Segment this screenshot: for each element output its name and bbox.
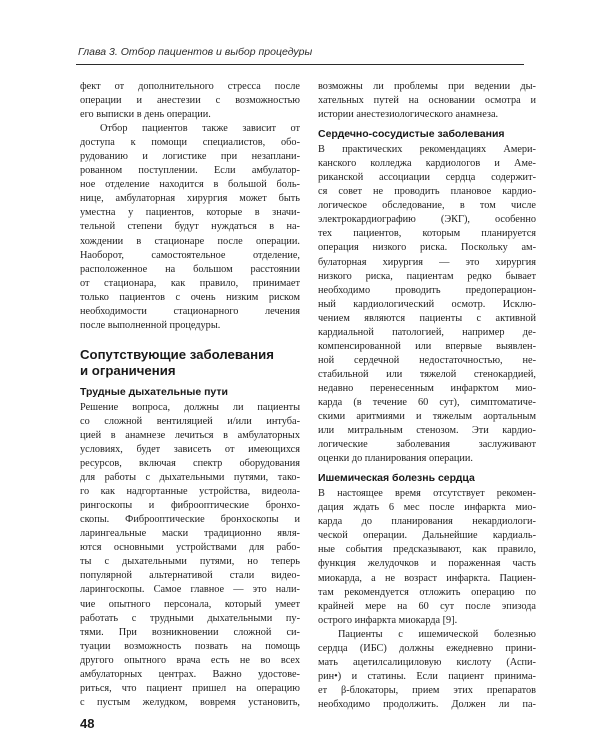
text-line: В практических рекомендациях Амери- [318,144,536,156]
text-line: чие опытного персонала, который умеет [80,598,300,610]
text-line: электрокардиографию (ЭКГ), особенно [318,214,536,226]
text-line: дация ждать 6 мес после инфаркта мио- [318,502,536,514]
header-divider [76,64,524,65]
text-line: низкого риска, пациентам редко бывает [318,270,536,282]
text-line: доступа к помощи специалистов, обо- [80,137,300,149]
text-line: мать ацетилсалициловую кислоту (Аспи- [318,656,536,668]
text-line: логические заболевания заслуживают [318,439,536,451]
text-line: Отбор пациентов также зависит от [100,123,300,135]
text-line: ной сердечной недостаточностью, не- [318,354,536,366]
text-line: условиях, будет зависеть от имеющихся [80,443,300,455]
text-line: рованном поступлении. Если амбулатор- [80,165,300,177]
text-line: его выписки в день операции. [80,109,211,121]
text-line: рингоскопы и фиброоптические бронхо- [80,500,300,512]
text-line: го как надгортанные устройства, видеола- [80,486,300,498]
running-header: Глава 3. Отбор пациентов и выбор процедуры [78,46,313,58]
text-line: ный кардиологический осмотр. Исклю- [318,298,536,310]
text-line: с пустым желудком, вовремя установить, [80,696,300,708]
text-line: работать с трудными дыхательными пу- [80,612,300,624]
text-line: необходимо проводить предоперацион- [318,284,536,296]
text-line: логическое обследование, в том числе [318,200,536,212]
text-line: скими аритмиями и тяжелым аортальным [318,411,536,423]
text-line: Наоборот, самостоятельное отделение, [80,249,300,261]
text-line: ческой операции. Дальнейшие кардиаль- [318,530,536,542]
text-line: острого инфаркта миокарда [9]. [318,614,458,626]
text-line: только пациентов с очень низким риском [80,291,300,303]
text-line: тельной степени будут нуждаться в на- [80,221,300,233]
text-line: ты с дыхательными путями, но теперь [80,556,300,568]
text-line: риться, что пациент пришел на операцию [80,682,300,694]
text-line: чением являются пациенты с активной [318,312,536,324]
text-line: карда (в течение 60 сут), симптоматиче- [318,396,536,408]
left-column [80,80,300,710]
text-line: В настоящее время отсутствует рекомен- [318,488,536,500]
text-line: необходимо продолжить. Должен ли па- [318,698,536,710]
text-line: от стационара, как правило, принимает [80,277,300,289]
text-line: рудованию и логистике при незаплани- [80,151,300,163]
text-line: там рекомендуется отложить операцию по [318,586,536,598]
text-line: сердца (ИБС) должны ежедневно прини- [318,642,536,654]
text-line: ресурсов, включая спектр оборудования [80,458,300,470]
text-line: Решение вопроса, должны ли пациенты [80,401,300,413]
text-line: ются основными устройствами для рабо- [80,542,300,554]
text-line: другого опытного врача есть не во всех [80,654,300,666]
text-line: компенсированной или впервые выявлен- [318,340,536,352]
subsection-heading: Трудные дыхательные пути [80,385,228,398]
text-line: тех пациентов, которым планируется [318,228,536,240]
text-line: хательных путей на основании осмотра и [318,95,536,107]
page-number: 48 [80,716,95,731]
text-line: туации возможность позвать на помощь [80,640,300,652]
text-line: ные события предсказывают, как правило, [318,544,536,556]
text-line: со сложной вентиляцией и/или интуба- [80,415,300,427]
text-line: рин•) и статины. Если пациент принима- [318,670,536,682]
text-line: Пациенты с ишемической болезнью [338,628,536,640]
text-line: недавно перенесенным инфарктом мио- [318,382,536,394]
text-line: функция желудочков и пораженная часть [318,558,536,570]
text-line: нице, амбулаторная хирургия может быть [80,193,300,205]
text-line: тями. При возникновении сложной си- [80,626,300,638]
text-line: уместна у пациентов, которые в значи- [80,207,300,219]
text-line: миокарда, а не возраст инфаркта. Пациен- [318,572,536,584]
text-line: популярной альтернативой стали видео- [80,570,300,582]
section-heading: Сопутствующие заболевания [80,346,274,362]
text-line: кардиальной патологией, например де- [318,326,536,338]
text-line: ся совет не проводить плановое кардио- [318,186,536,198]
text-line: расположенное на большом расстоянии [80,263,300,275]
text-line: возможны ли проблемы при ведении ды- [318,81,536,92]
text-line: хождении в стационаре после операции. [80,235,300,247]
text-line: крайней мере на 60 сут после эпизода [318,600,536,612]
text-line: булаторная хирургия — это хирургия [318,256,536,268]
text-line: необходимости стационарного лечения [80,305,300,317]
text-line: операция низкого риска. Поскольку ам- [318,242,536,254]
text-line: скопы. Фиброоптические бронхоскопы и [80,514,300,526]
subsection-heading: Ишемическая болезнь сердца [318,472,475,485]
text-line: ларингеальные маски традиционно явля- [80,528,300,540]
text-line: ларингоскопы. Самое главное — это нали- [80,584,300,596]
text-line: или митральным стенозом. Эти кардио- [318,425,536,437]
section-heading: и ограничения [80,362,176,378]
text-line: истории анестезиологического анамнеза. [318,109,499,121]
text-line: цией в анамнезе лечиться в амбулаторных [80,429,300,441]
text-line: после выполненной процедуры. [80,319,221,331]
subsection-heading: Сердечно-сосудистые заболевания [318,128,505,141]
text-line: амбулаторных центрах. Важно удостове- [80,668,300,680]
text-line: ет β-блокаторы, прием этих препаратов [318,684,536,696]
text-line: стабильной или тяжелой стенокардией, [318,368,536,380]
text-line: риканской ассоциации сердца содержит- [318,172,536,184]
text-line: оценки до планирования операции. [318,453,474,465]
text-line: ное отделение находится в большой боль- [80,179,300,191]
text-line: фект от дополнительного стресса после [80,81,300,92]
text-line: карда до планирования некардиологи- [318,516,536,528]
text-line: операции и анестезии с возможностью [80,95,300,107]
right-column [318,80,536,712]
text-line: для работы с дыхательными путями, тако- [80,472,300,484]
text-line: канского колледжа кардиологов и Аме- [318,158,536,170]
